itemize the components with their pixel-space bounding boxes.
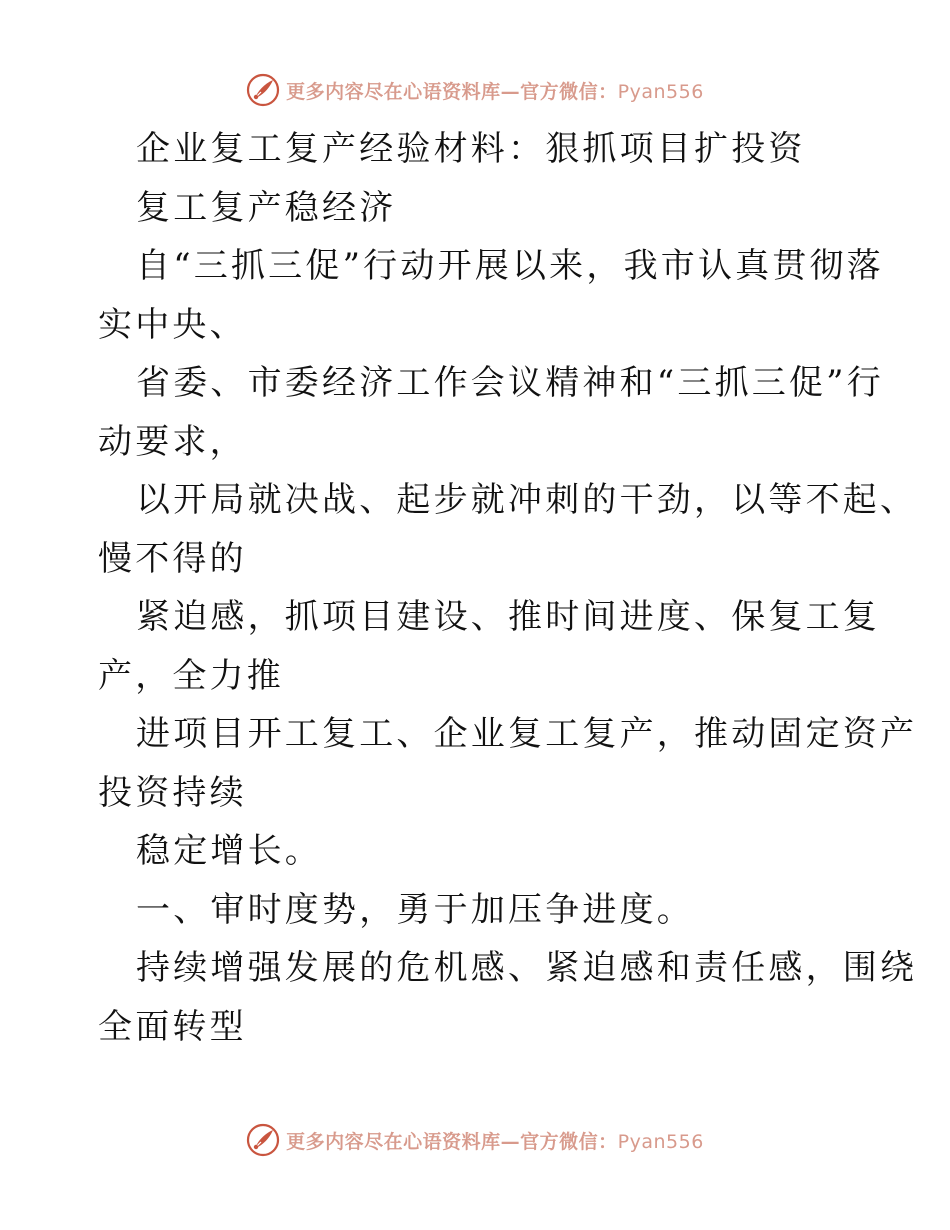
paragraph-line: 投资持续 [98, 772, 247, 813]
paragraph-line: 以开局就决战、起步就冲刺的干劲，以等不起、 [136, 480, 918, 520]
paragraph-line: 进项目开工复工、企业复工复产，推动固定资产 [136, 714, 918, 754]
paragraph-line: 动要求， [98, 421, 247, 462]
quill-logo-icon [246, 1123, 280, 1157]
watermark-handle: Pyan556 [617, 80, 704, 103]
paragraph-line: 复工复产稳经济 [136, 187, 397, 228]
quill-logo-icon [246, 73, 280, 107]
footer-watermark [0, 1120, 950, 1160]
paragraph-line: 实中央、 [98, 304, 247, 345]
watermark-handle: Pyan556 [617, 1130, 704, 1153]
paragraph-line: 慢不得的 [98, 538, 247, 579]
paragraph-line: 一、审时度势，勇于加压争进度。 [136, 889, 694, 930]
header-watermark [0, 70, 950, 110]
paragraph-line: 持续增强发展的危机感、紧迫感和责任感，围绕 [136, 948, 918, 988]
paragraph-line: 省委、市委经济工作会议精神和“三抓三促”行 [136, 363, 884, 403]
paragraph-line: 自“三抓三促”行动开展以来，我市认真贯彻落 [136, 246, 884, 286]
paragraph-line: 企业复工复产经验材料：狠抓项目扩投资 [136, 129, 806, 169]
watermark-text: 更多内容尽在心语资料库—官方微信： [286, 1130, 618, 1153]
watermark-text: 更多内容尽在心语资料库—官方微信： [286, 80, 618, 103]
paragraph-line: 紧迫感，抓项目建设、推时间进度、保复工复 [136, 597, 880, 637]
document-body [98, 120, 918, 1056]
paragraph-line: 产，全力推 [98, 655, 284, 696]
paragraph-line: 全面转型 [98, 1006, 247, 1047]
paragraph-line: 稳定增长。 [136, 831, 322, 871]
